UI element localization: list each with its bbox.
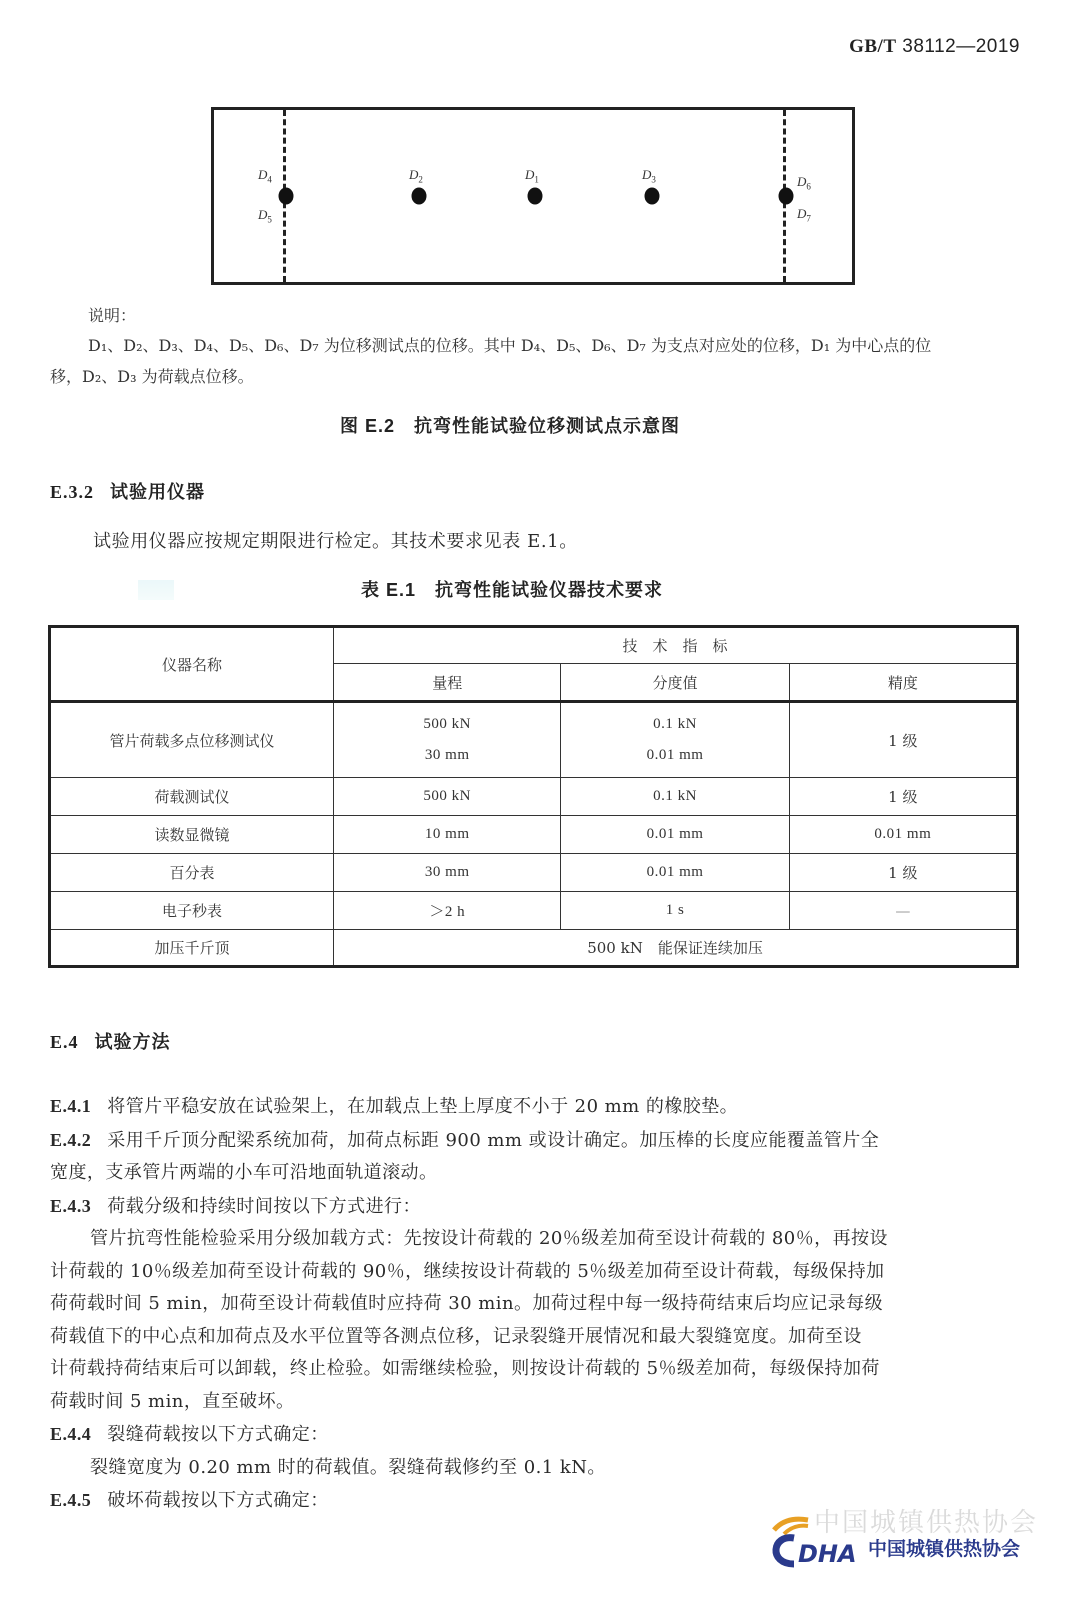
standard-prefix: GB/T <box>849 36 897 57</box>
e43-paragraph-line-5: 计荷载持荷结束后可以卸载，终止检验。如需继续检验，则按设计荷载的 5％级差加荷，每级保持加荷 <box>50 1358 880 1379</box>
e43-paragraph-line-4: 荷载值下的中心点和加荷点及水平位置等各测点位移，记录裂缝开展情况和最大裂缝宽度。加荷至设 <box>50 1325 862 1347</box>
label-d2: $D_2$ <box>409 167 423 185</box>
clause-e44: E.4.4 裂缝荷载按以下方式确定： <box>50 1424 329 1445</box>
cell-division: 0.01 mm <box>561 854 789 892</box>
table-caption: 表 E.1 抗弯性能试验仪器技术要求 <box>361 580 664 600</box>
label-d4: $D_4$ <box>258 167 272 185</box>
header-accuracy: 精度 <box>789 664 1017 702</box>
figure-note-title: 说明： <box>88 306 137 325</box>
instrument-spec-table <box>48 625 1019 968</box>
cell-division: 0.01 mm <box>561 816 789 854</box>
header-division: 分度值 <box>561 664 789 702</box>
point-d3-marker <box>645 188 660 205</box>
logo-org-name: 中国城镇供热协会 <box>868 1538 1021 1560</box>
table-row <box>50 892 1018 930</box>
clause-e44-text: 裂缝宽度为 0.20 mm 时的荷载值。裂缝荷载修约至 0.1 kN。 <box>90 1456 606 1478</box>
clause-e45: E.4.5 破坏荷载按以下方式确定： <box>50 1490 329 1511</box>
cell-name: 读数显微镜 <box>50 816 334 854</box>
clause-e42: E.4.2 采用千斤顶分配梁系统加荷，加荷点标距 900 mm 或设计确定。加压棒的长度应能覆盖管片全 <box>50 1129 880 1151</box>
scan-artifact <box>138 580 174 600</box>
label-d3: $D_3$ <box>642 167 656 185</box>
e43-paragraph-line-1: 管片抗弯性能检验采用分级加载方式：先按设计荷载的 20％级差加荷至设计荷载的 80％，再按设 <box>90 1228 888 1249</box>
cell-merged-spec: 500 kN 能保证连续加压 <box>334 930 1018 967</box>
cell-name: 百分表 <box>50 854 334 892</box>
figure-note-line-1: D₁、D₂、D₃、D₄、D₅、D₆、D₇ 为位移测试点的位移。其中 D₄、D₅、D₆、D₇ 为支点对应处的位移，D₁ 为中心点的位 <box>88 336 932 355</box>
cell-name: 加压千斤顶 <box>50 930 334 967</box>
cell-range: 10 mm <box>334 816 561 854</box>
clause-e43: E.4.3 荷载分级和持续时间按以下方式进行： <box>50 1195 421 1217</box>
section-e32-heading: E.3.2 试验用仪器 <box>50 482 206 502</box>
e43-paragraph-line-2: 计荷载的 10％级差加荷至设计荷载的 90％，继续按设计荷载的 5％级差加荷至设计荷载，每级保持加 <box>50 1260 885 1282</box>
clause-e42-cont: 宽度，支承管片两端的小车可沿地面轨道滚动。 <box>50 1162 438 1183</box>
header-range: 量程 <box>334 664 561 702</box>
logo-ghost-text: 中国城镇供热协会 <box>814 1508 1039 1538</box>
cell-name: 荷载测试仪 <box>50 778 334 816</box>
label-d1: $D_1$ <box>525 167 539 185</box>
cell-accuracy: — <box>789 892 1017 930</box>
cell-accuracy: 1 级 <box>789 778 1017 816</box>
clause-e41: E.4.1 将管片平稳安放在试验架上，在加载点上垫上厚度不小于 20 mm 的橡胶垫。 <box>50 1096 739 1117</box>
cell-accuracy: 0.01 mm <box>789 816 1017 854</box>
figure-caption: 图 E.2 抗弯性能试验位移测试点示意图 <box>340 416 681 436</box>
table-row <box>50 854 1018 892</box>
e43-paragraph-line-3: 荷荷载时间 5 min，加荷至设计荷载值时应持荷 30 min。加荷过程中每一级持荷结束后均应记录每级 <box>50 1293 884 1314</box>
standard-code <box>849 36 1020 58</box>
table-row <box>50 816 1018 854</box>
point-d4-d5-marker <box>279 188 294 205</box>
table-row <box>50 930 1018 967</box>
cell-range: 500 kN 30 mm <box>334 702 561 778</box>
point-d6-d7-marker <box>779 188 794 205</box>
table-row <box>50 778 1018 816</box>
header-technical-indicators: 技 术 指 标 <box>334 627 1018 664</box>
label-d5: $D_5$ <box>258 207 272 225</box>
cell-division: 1 s <box>561 892 789 930</box>
cell-accuracy: 1 级 <box>789 702 1017 778</box>
cell-division: 0.1 kN <box>561 778 789 816</box>
cell-name: 电子秒表 <box>50 892 334 930</box>
figure-note-line-2: 移，D₂、D₃ 为荷载点位移。 <box>50 367 254 386</box>
segment-diagram <box>211 107 855 285</box>
section-e4-body <box>50 1090 1030 1518</box>
label-d6: $D_6$ <box>797 174 811 192</box>
table-row <box>50 702 1018 778</box>
logo-mark-text: DHA <box>798 1540 857 1568</box>
cdha-emblem-icon <box>764 1512 868 1572</box>
cell-accuracy: 1 级 <box>789 854 1017 892</box>
cell-range: 500 kN <box>334 778 561 816</box>
standard-number: 38112—2019 <box>902 36 1020 57</box>
section-e32-text: 试验用仪器应按规定期限进行检定。其技术要求见表 E.1。 <box>93 531 578 552</box>
cell-division: 0.1 kN 0.01 mm <box>561 702 789 778</box>
cell-name: 管片荷载多点位移测试仪 <box>50 702 334 778</box>
cell-range: 30 mm <box>334 854 561 892</box>
cdha-logo <box>764 1508 1044 1572</box>
cell-range: ＞2 h <box>334 892 561 930</box>
header-instrument-name: 仪器名称 <box>50 627 334 702</box>
e43-paragraph-line-6: 荷载时间 5 min，直至破坏。 <box>50 1390 295 1412</box>
label-d7: $D_7$ <box>797 206 811 224</box>
point-d2-marker <box>412 188 427 205</box>
section-e4-heading: E.4 试验方法 <box>50 1032 171 1052</box>
point-d1-marker <box>528 188 543 205</box>
